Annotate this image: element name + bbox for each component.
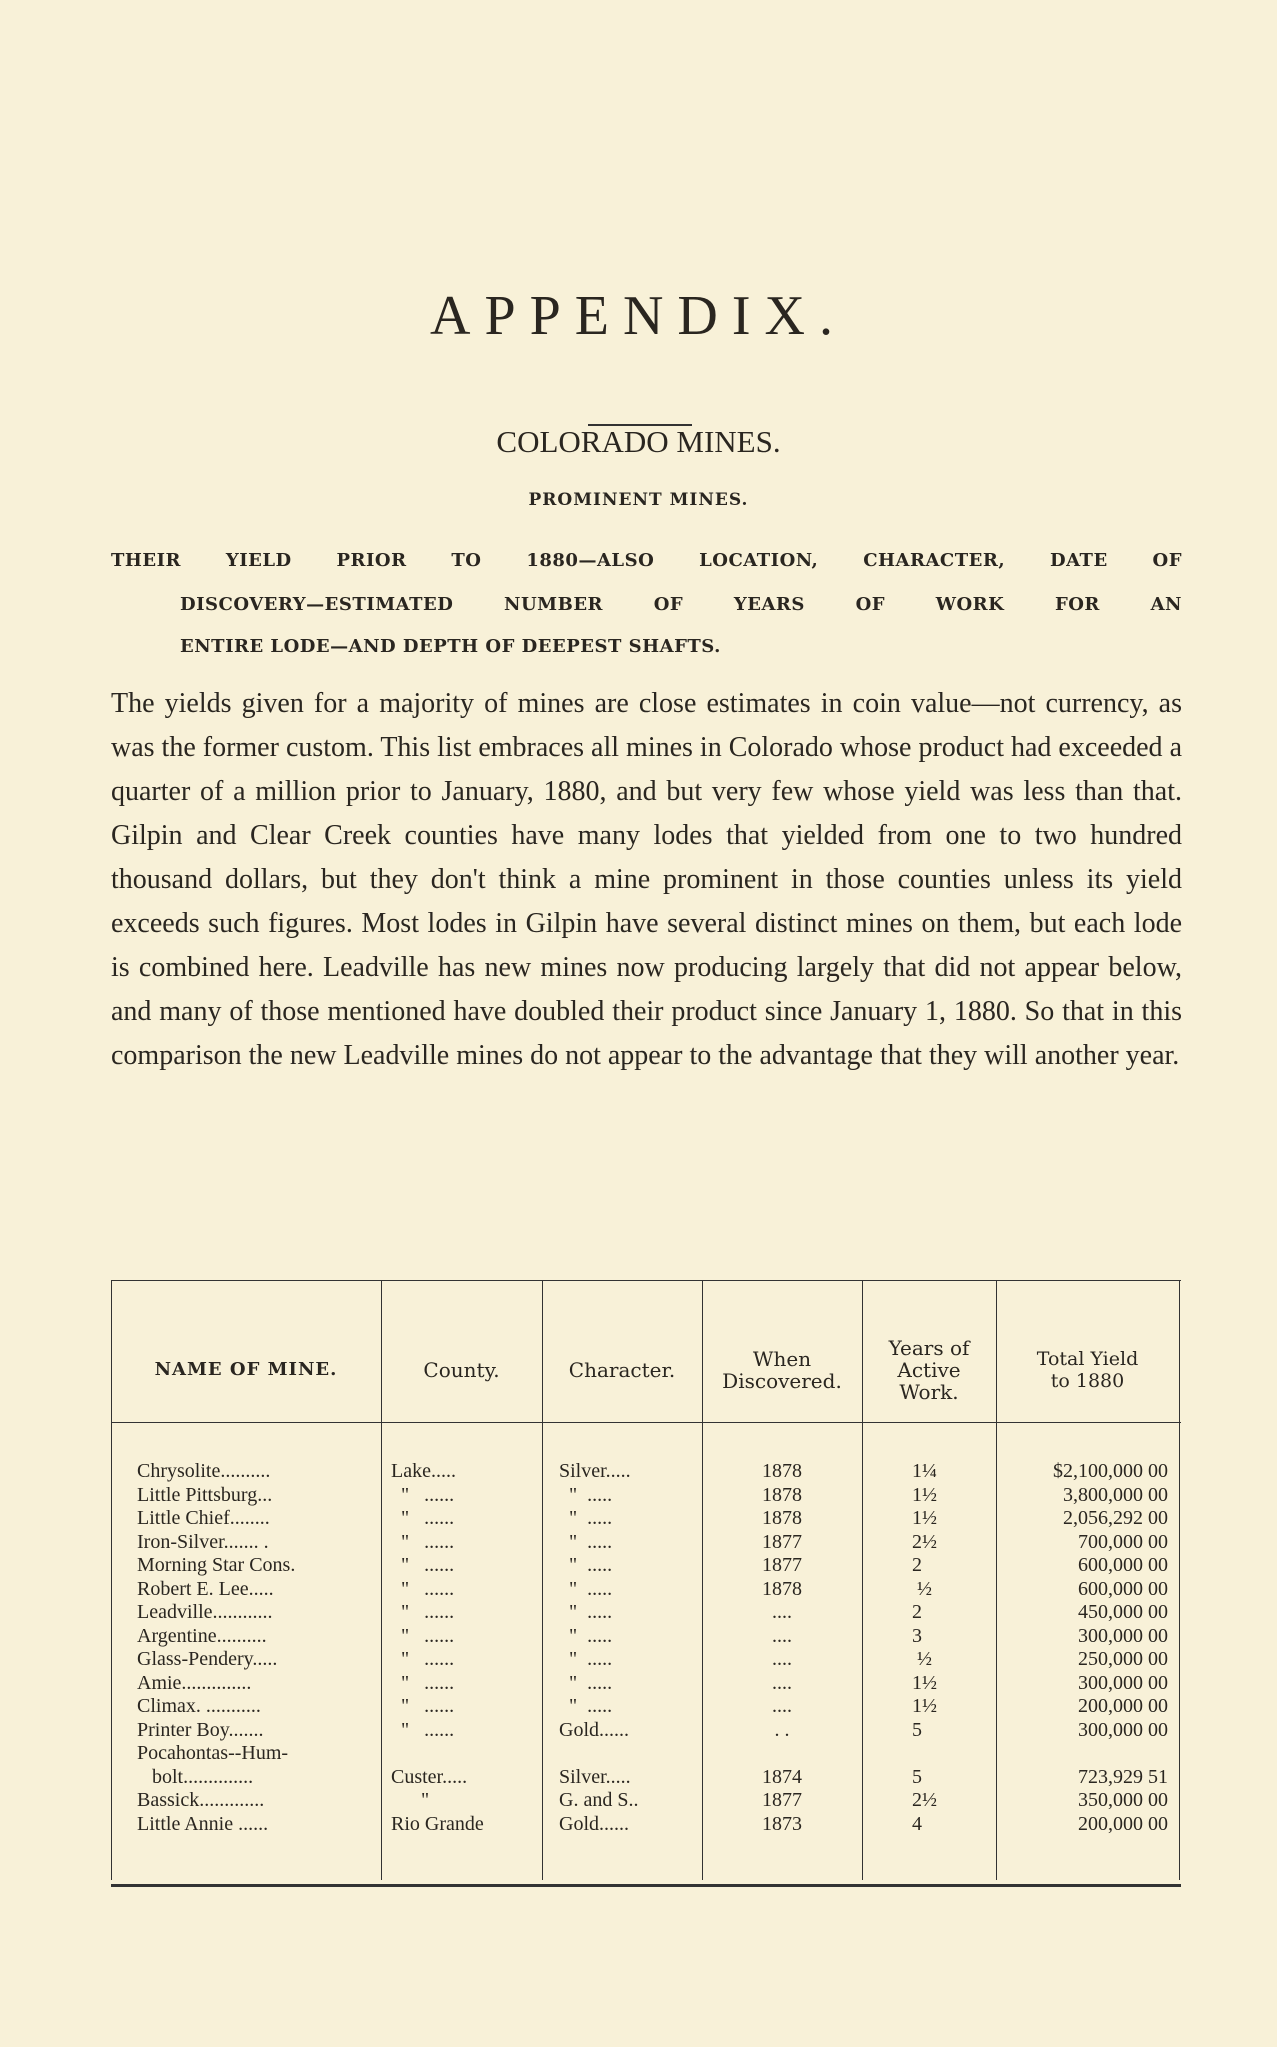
column-divider xyxy=(1179,1280,1180,1880)
header-discovered: When Discovered. xyxy=(722,1347,842,1393)
header-years: Years of Active Work. xyxy=(888,1336,970,1404)
caption-line: THEIR YIELD PRIOR TO 1880—ALSO LOCATION, CHARACTER, DATE OF xyxy=(111,550,1182,571)
county-column: Lake..... " ...... " ...... " ...... " ...... " ...... " ...... " ...... " ...... " ...... " ...... " ...... Custer..... " Rio Grande xyxy=(391,1460,484,1835)
header-character: Character. xyxy=(568,1358,676,1382)
table-bottom-rule xyxy=(111,1884,1181,1887)
caption-line: DISCOVERY—ESTIMATED NUMBER OF YEARS OF WORK FOR AN xyxy=(180,594,1182,615)
header-name: NAME OF MINE. xyxy=(154,1359,338,1380)
caption-line: ENTIRE LODE—AND DEPTH OF DEEPEST SHAFTS. xyxy=(180,636,721,657)
years-column: 1¼ 1½ 1½ 2½ 2 ½ 2 3 ½ 1½ 1½ 5 5 2½ 4 xyxy=(912,1460,937,1835)
table-top-rule xyxy=(111,1280,1181,1281)
yield-column: $2,100,000 00 3,800,000 00 2,056,292 00 700,000 00 600,000 00 600,000 00 450,000 00 300,000 00 250,000 00 300,000 00 200,000 00 300,000 00 723,929 51 350,000 00 200,000 00 xyxy=(1053,1460,1168,1835)
header-county: County. xyxy=(423,1358,500,1382)
subtitle: COLORADO MINES. xyxy=(496,424,781,459)
mine-names-column: Chrysolite.......... Little Pittsburg... Little Chief........ Iron-Silver....... . Morning Star Cons. Robert E. Lee..... Leadville............ Argentine.......... Glass-Pendery..... Amie.............. Climax. ........... Printer Boy....... Pocahontas--Hum- bolt.............. Bassick............. Little Annie ...... xyxy=(137,1460,296,1835)
header-rule xyxy=(111,1422,1181,1423)
character-column: Silver..... " ..... " ..... " ..... " ..... " ..... " ..... " ..... " ..... " ..... " ..... Gold...... Silver..... G. and S.. Gold...... xyxy=(559,1460,639,1835)
mines-table xyxy=(111,1280,1181,1890)
header-yield: Total Yield to 1880 xyxy=(1036,1348,1139,1392)
discovered-column: 1878 1878 1878 1877 1877 1878 .... .... .... .... .... . . 1874 1877 1873 xyxy=(762,1460,802,1835)
intro-paragraph: The yields given for a majority of mines are close estimates in coin value—not currency, as was the former custom. This list embraces all mines in Colorado whose product had exceeded a quarter of a million prior to January, 1880, and but very few whose yield was less than that. Gilpin and Clear Creek counties have many lodes that yielded from one to two hundred thousand dollars, but they don't think a mine prominent in those counties unless its yield exceeds such figures. Most lodes in Gilpin have several distinct mines on them, but each lode is combined here. Leadville has new mines now producing largely that did not appear below, and many of those mentioned have doubled their product since January 1, 1880. So that in this comparison the new Leadville mines do not appear to the advantage that they will another year. xyxy=(111,688,1182,1071)
page-title: APPENDIX. xyxy=(430,285,847,347)
section-heading: PROMINENT MINES. xyxy=(528,490,749,510)
